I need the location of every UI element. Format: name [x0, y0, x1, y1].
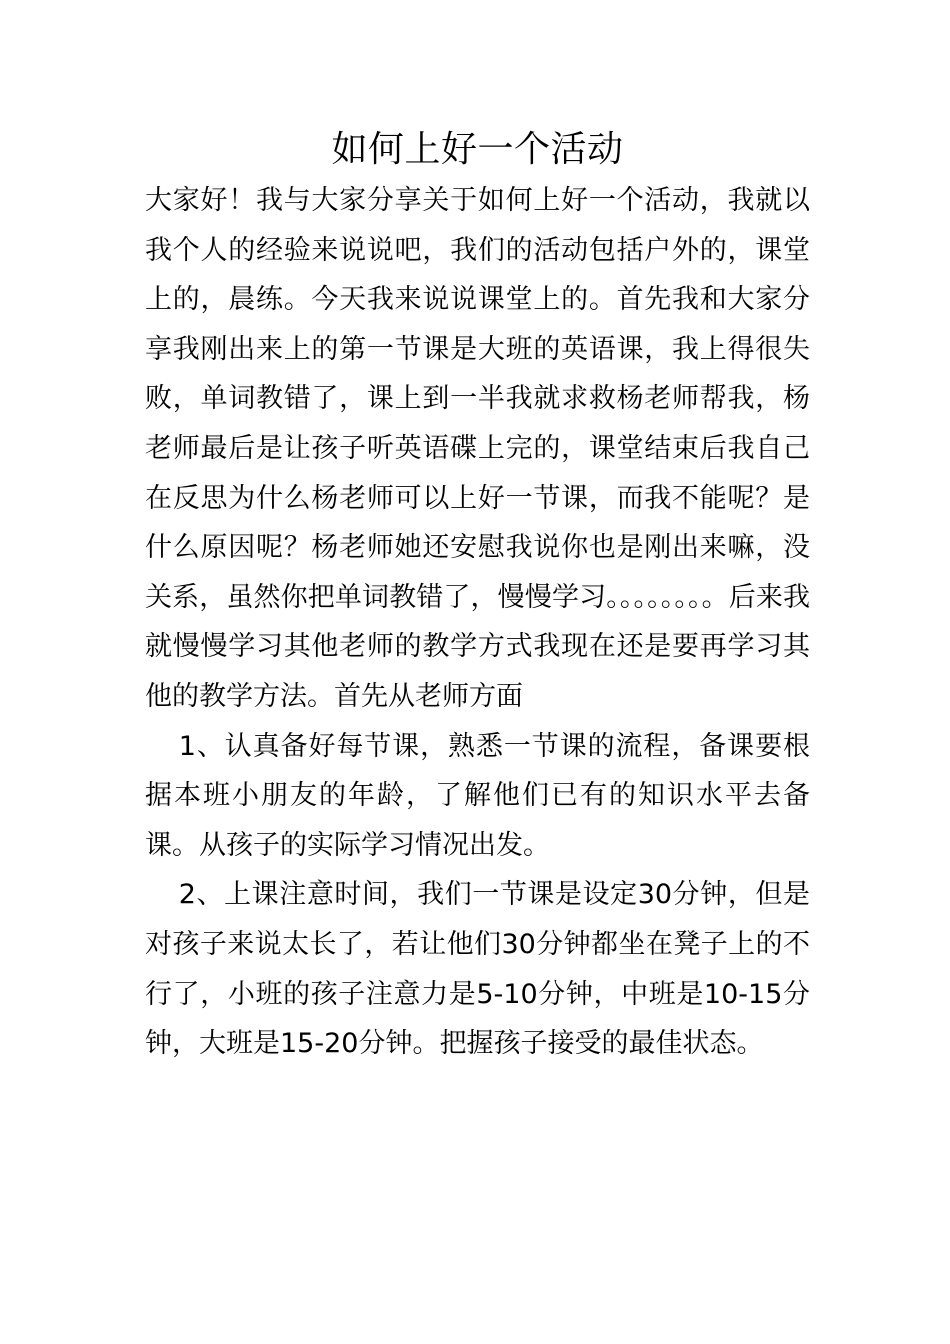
intro-paragraph: 大家好！我与大家分享关于如何上好一个活动，我就以我个人的经验来说说吧，我们的活动包括户外的，课堂上的，晨练。今天我来说说课堂上的。首先我和大家分享我刚出来上的第一节课是大班的英语课，我上得很失败，单词教错了，课上到一半我就求救杨老师帮我，杨老师最后是让孩子听英语碟上完的，课堂结束后我自己在反思为什么杨老师可以上好一节课，而我不能呢？是什么原因呢？杨老师她还安慰我说你也是刚出来嘛，没关系，虽然你把单词教错了，慢慢学习。。。。。。。。后来我就慢慢学习其他老师的教学方式我现在还是要再学习其他的教学方法。首先从老师方面: [145, 185, 810, 712]
point-2-paragraph: 2、上课注意时间，我们一节课是设定30分钟，但是对孩子来说太长了，若让他们30分钟都坐在凳子上的不行了，小班的孩子注意力是5-10分钟，中班是10-15分钟，大班是15-20分钟。把握孩子接受的最佳状态。: [145, 879, 810, 1060]
document-title: 如何上好一个活动: [331, 129, 624, 170]
document-page: [145, 124, 810, 1069]
point-1-paragraph: 1、认真备好每节课，熟悉一节课的流程，备课要根据本班小朋友的年龄，了解他们已有的知识水平去备课。从孩子的实际学习情况出发。: [145, 730, 810, 861]
